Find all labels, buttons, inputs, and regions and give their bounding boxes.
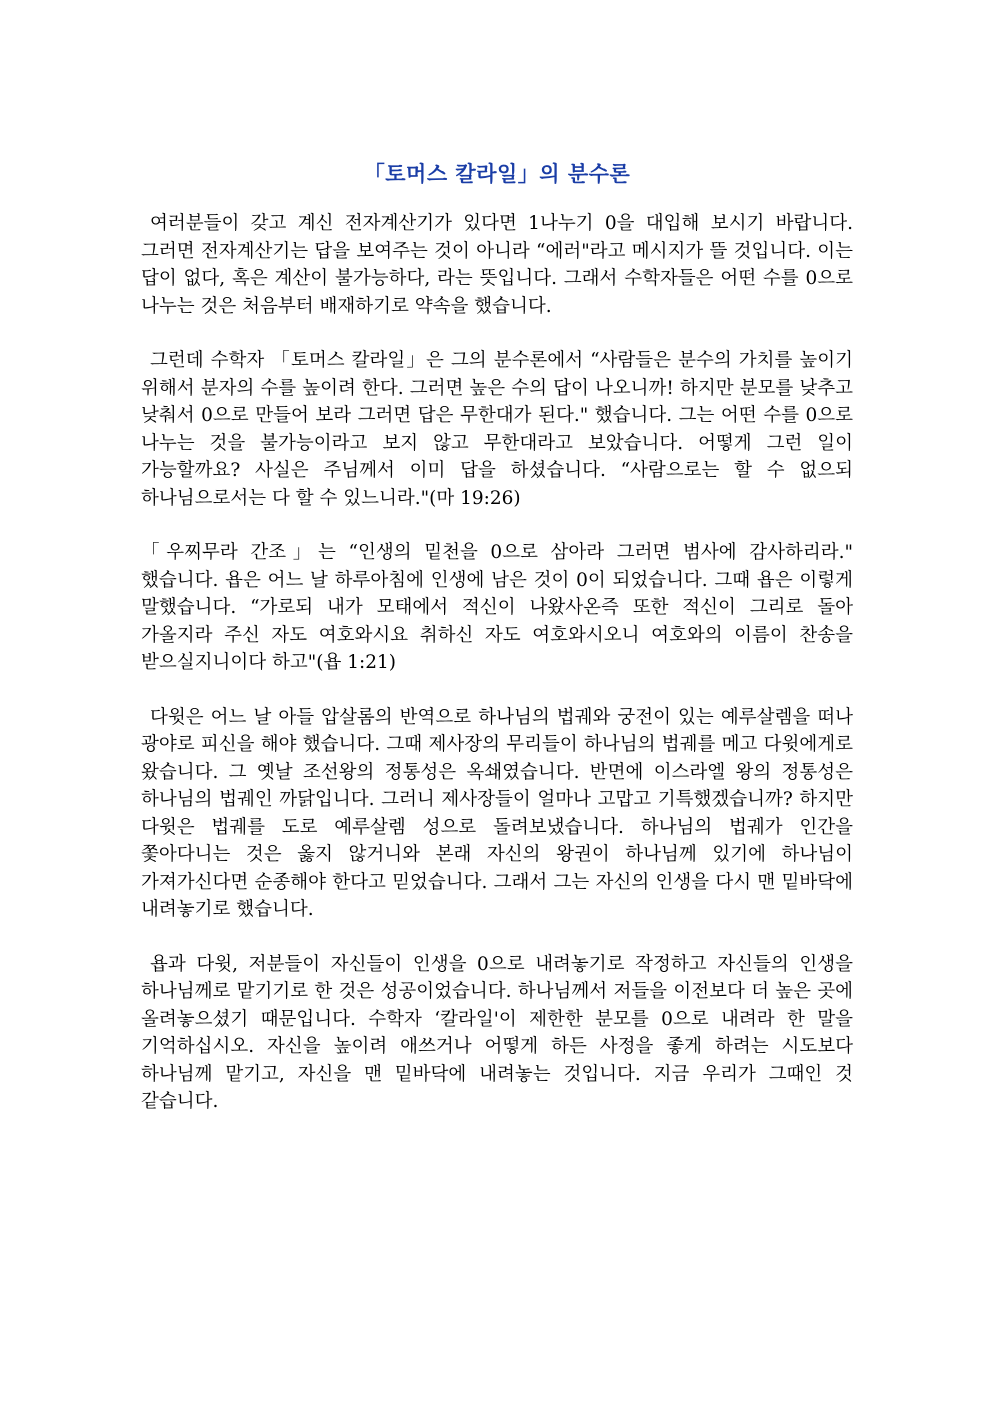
document-page — [141, 158, 853, 1143]
paragraph-5: 욥과 다윗, 저분들이 자신들이 인생을 0으로 내려놓기로 작정하고 자신들의 인생을 하나님께로 맡기기로 한 것은 성공이었습니다. 하나님께서 저들을 이전보다 더 높은 곳에 올려놓으셨기 때문입니다. 수학자 ‘칼라일'이 제한한 분모를 0으로 내려라 한 말을 기억하십시오. 자신을 높이려 애쓰거나 어떻게 하든 사정을 좋게 하려는 시도보다 하나님께 맡기고, 자신을 맨 밑바닥에 내려놓는 것입니다. 지금 우리가 그때인 것 같습니다. — [141, 953, 853, 1112]
paragraph-1: 여러분들이 갖고 계신 전자계산기가 있다면 1나누기 0을 대입해 보시기 바랍니다. 그러면 전자계산기는 답을 보여주는 것이 아니라 “에러"라고 메시지가 뜰 것입니다. 이는 답이 없다, 혹은 계산이 불가능하다, 라는 뜻입니다. 그래서 수학자들은 어떤 수를 0으로 나누는 것은 처음부터 배재하기로 약속을 했습니다. — [141, 213, 853, 317]
paragraph-3: 「우찌무라 간조」는 “인생의 밑천을 0으로 삼아라 그러면 범사에 감사하리라." 했습니다. 욥은 어느 날 하루아침에 인생에 남은 것이 0이 되었습니다. 그때 욥은 이렇게 말했습니다. “가로되 내가 모태에서 적신이 나왔사온즉 또한 적신이 그리로 돌아 가올지라 주신 자도 여호와시요 취하신 자도 여호와시오니 여호와의 이름이 찬송을 받으실지니이다 하고"(욥 1:21) — [141, 542, 853, 673]
document-title: 「토머스 칼라일」의 분수론 — [363, 161, 631, 186]
paragraph-2: 그런데 수학자 「토머스 칼라일」은 그의 분수론에서 “사람들은 분수의 가치를 높이기 위해서 분자의 수를 높이려 한다. 그러면 높은 수의 답이 나오니까! 하지만 분모를 낮추고 낮춰서 0으로 만들어 보라 그러면 답은 무한대가 된다." 했습니다. 그는 어떤 수를 0으로 나누는 것을 불가능이라고 보지 않고 무한대라고 보았습니다. 어떻게 그런 일이 가능할까요? 사실은 주님께서 이미 답을 하셨습니다. “사람으로는 할 수 없으되 하나님으로서는 다 할 수 있느니라."(마 19:26) — [141, 350, 853, 509]
paragraph-4: 다윗은 어느 날 아들 압살롬의 반역으로 하나님의 법궤와 궁전이 있는 예루살렘을 떠나 광야로 피신을 해야 했습니다. 그때 제사장의 무리들이 하나님의 법궤를 메고 다윗에게로 왔습니다. 그 옛날 조선왕의 정통성은 옥쇄였습니다. 반면에 이스라엘 왕의 정통성은 하나님의 법궤인 까닭입니다. 그러니 제사장들이 얼마나 고맙고 기특했겠습니까? 하지만 다윗은 법궤를 도로 예루살렘 성으로 돌려보냈습니다. 하나님의 법궤가 인간을 쫓아다니는 것은 옳지 않거니와 본래 자신의 왕권이 하나님께 있기에 하나님이 가져가신다면 순종해야 한다고 믿었습니다. 그래서 그는 자신의 인생을 다시 맨 밑바닥에 내려놓기로 했습니다. — [141, 706, 853, 920]
